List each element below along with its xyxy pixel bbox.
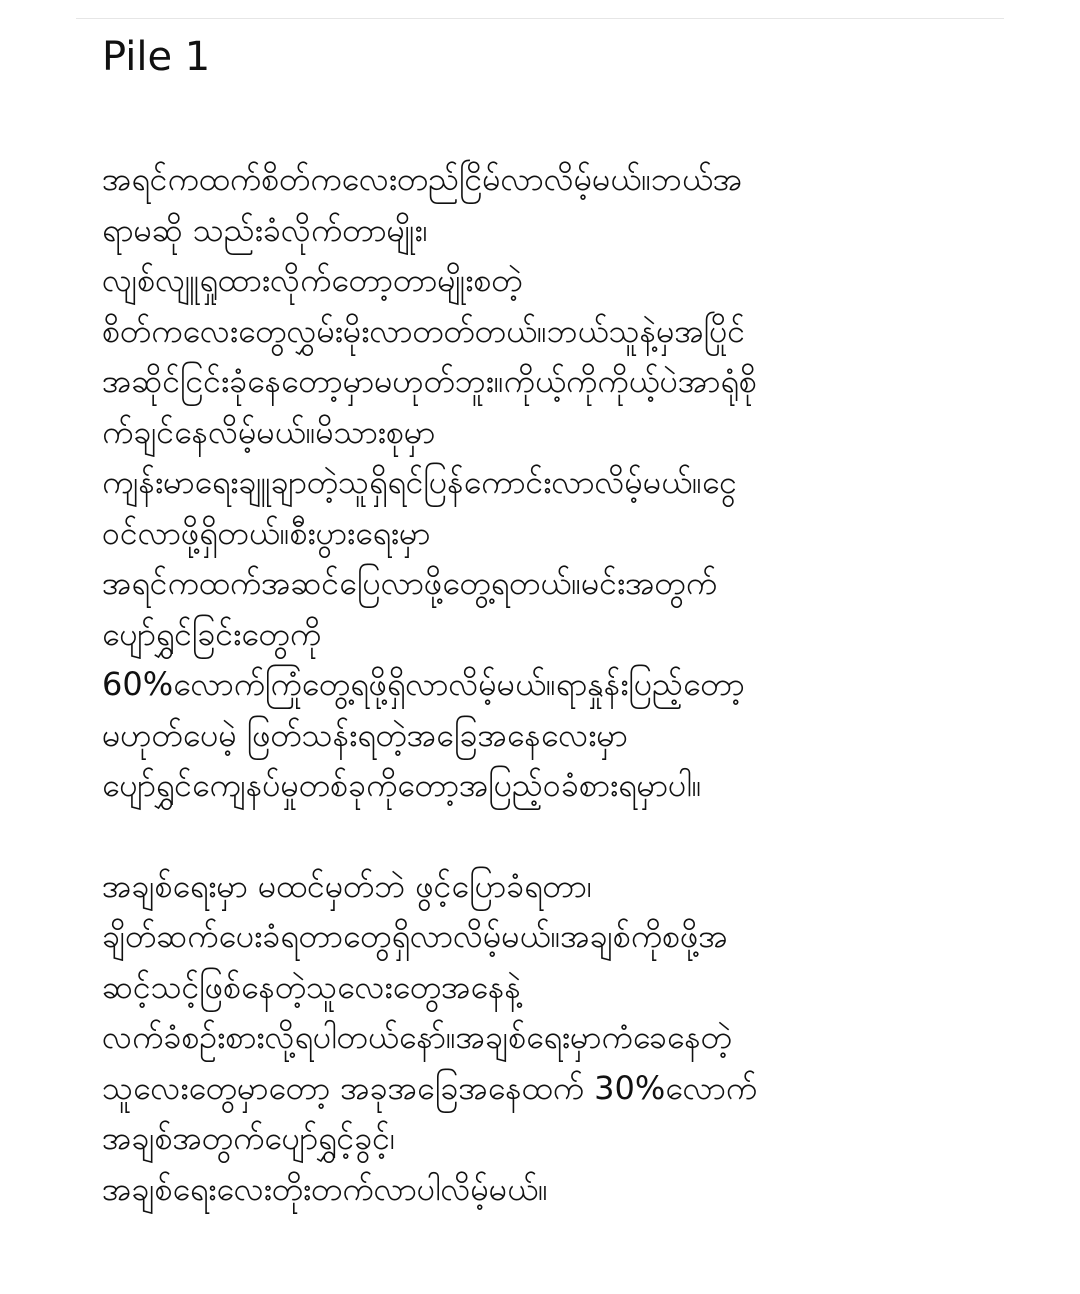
paragraph-1-line: ရာမဆို သည်းခံလိုက်တာမျိုး၊ [102,210,428,249]
paragraph-2-line: အချစ်ရေးမှာ မထင်မှတ်ဘဲ ဖွင့်ပြောခံရတာ၊ [102,866,592,905]
paragraph-2-line: သူလေးတွေမှာတော့ အခုအခြေအနေထက် 30%လောက် [102,1068,758,1107]
paragraph-1-line: က်ချင်နေလိမ့်မယ်။မိသားစုမှာ [102,412,436,451]
paragraph-1-line: မဟုတ်ပေမဲ့ ဖြတ်သန်းရတဲ့အခြေအနေလေးမှာ [102,715,628,754]
paragraph-2 [102,861,982,1215]
paragraph-1-line: ကျန်းမာရေးချူချာတဲ့သူရှိရင်ပြန်ကောင်းလာလိမ့်မယ်။ငွေ [102,463,737,501]
note-title: Pile 1 [102,34,211,80]
note-content [102,30,982,1214]
top-divider [76,18,1004,19]
paragraph-gap [102,811,982,861]
paragraph-1-line: 60%လောက်ကြုံတွေ့ရဖို့ရှိလာလိမ့်မယ်။ရာနှုန်းပြည့်တော့ [102,665,745,703]
paragraph-2-line: အချစ်အတွက်ပျော်ရွှင့်ခွင့်၊ [102,1119,396,1157]
paragraph-1 [102,154,982,811]
paragraph-1-line: အဆိုင်ငြင်းခုံနေတော့မှာမဟုတ်ဘူး။ကိုယ့်ကိုကိုယ့်ပဲအာရုံစို [102,362,757,400]
paragraph-2-line: ဆင့်သင့်ဖြစ်နေတဲ့သူလေးတွေအနေနဲ့ [102,967,521,1006]
paragraph-1-line: ပျော်ရွှင်ခြင်းတွေကို [102,614,322,653]
paragraph-2-line: ချိတ်ဆက်ပေးခံရတာတွေရှိလာလိမ့်မယ်။အချစ်ကိုစဖို့အ [102,917,728,955]
paragraph-1-line: ဝင်လာဖို့ရှိတယ်။စီးပွားရေးမှာ [102,513,431,552]
paragraph-1-line: ပျော်ရွှင်ကျေနပ်မှုတစ်ခုကိုတော့အပြည့်ဝခံစားရမှာပါ။ [102,766,702,804]
paragraph-2-line: လက်ခံစဉ်းစားလို့ရပါတယ်နော်။အချစ်ရေးမှာကံခေနေတဲ့ [102,1018,732,1056]
paragraph-1-line: စိတ်ကလေးတွေလွှမ်းမိုးလာတတ်တယ်။ဘယ်သူနဲ့မှအပြိုင် [102,311,746,350]
paragraph-1-line: အရင်ကထက်စိတ်ကလေးတည်ငြိမ်လာလိမ့်မယ်။ဘယ်အ [102,160,743,198]
paragraph-1-line: လျစ်လျူရှုထားလိုက်တော့တာမျိုးစတဲ့ [102,261,523,299]
paragraph-1-line: အရင်ကထက်အဆင်ပြေလာဖို့တွေ့ရတယ်။မင်းအတွက် [102,564,717,602]
paragraph-2-line: အချစ်ရေးလေးတိုးတက်လာပါလိမ့်မယ်။ [102,1169,548,1208]
